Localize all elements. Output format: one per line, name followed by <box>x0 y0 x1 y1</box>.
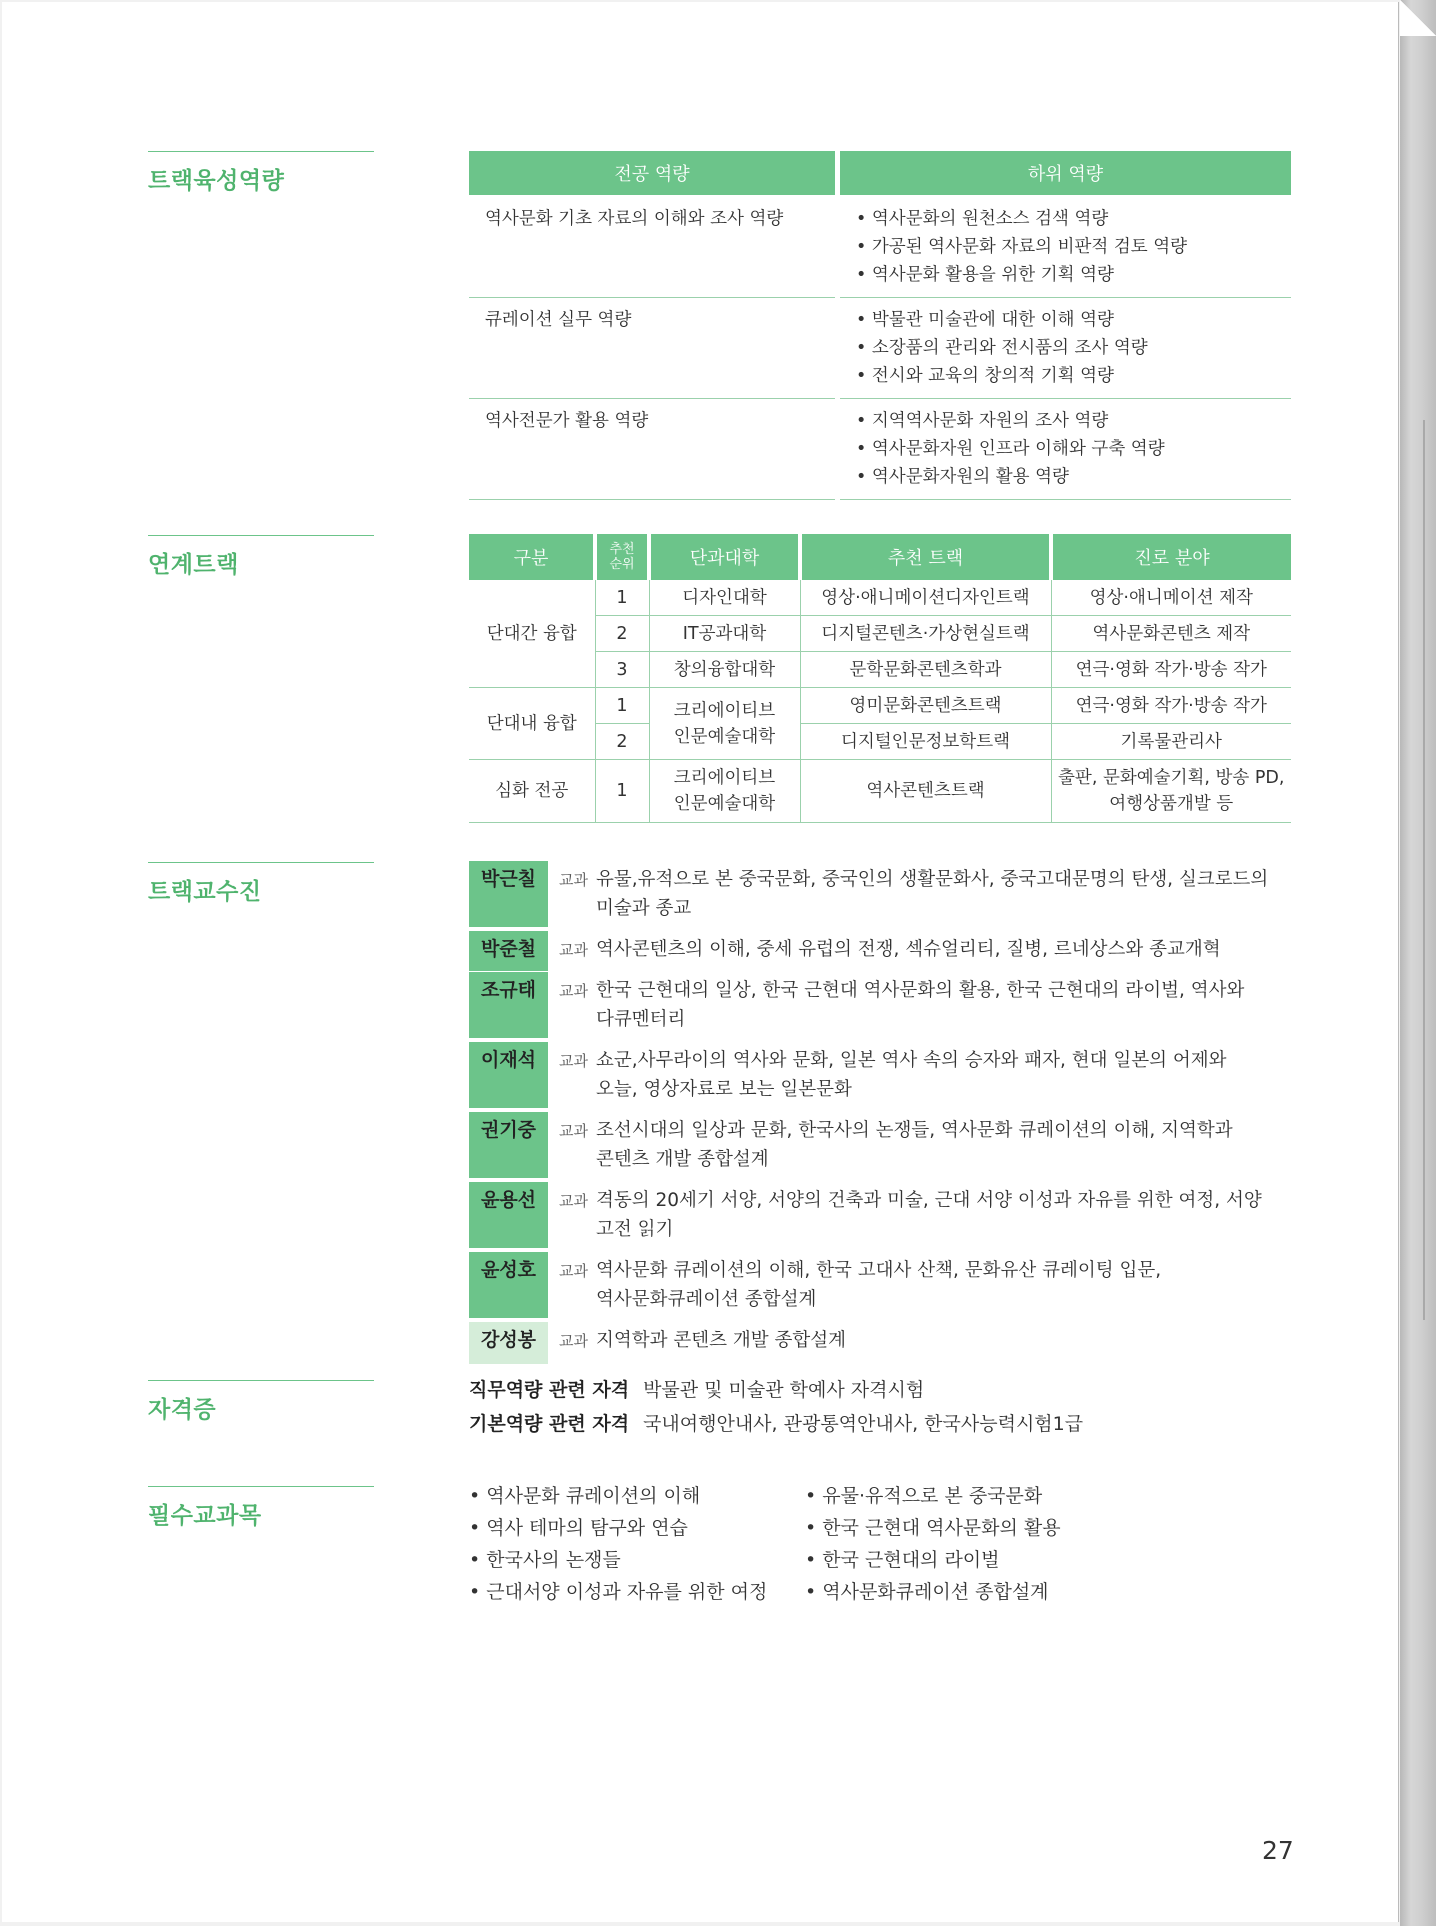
certificate-list <box>469 1373 1083 1441</box>
course-line: 역사문화큐레이션 종합설계 <box>596 1289 817 1310</box>
table-row <box>469 688 1291 724</box>
major-competency: 큐레이션 실무 역량 <box>469 298 838 399</box>
rank-cell: 3 <box>595 652 649 688</box>
header-track: 추천 트랙 <box>800 534 1051 580</box>
course-line: 고전 읽기 <box>596 1219 674 1240</box>
sub-item: • 지역역사문화 자원의 조사 역량 <box>856 411 1109 431</box>
sub-item: • 전시와 교육의 창의적 기획 역량 <box>856 366 1114 386</box>
rank-cell: 1 <box>595 760 649 823</box>
faculty-tag: 교과 <box>559 1262 588 1280</box>
header-rank-line1: 추천 <box>609 542 635 557</box>
faculty-name: 박준철 <box>469 931 548 971</box>
table-header-row <box>469 534 1291 580</box>
track-cell: 영미문화콘텐츠트랙 <box>800 688 1051 724</box>
career-cell: 역사문화콘텐츠 제작 <box>1051 616 1291 652</box>
section-label-competency: 트랙육성역량 <box>148 151 374 195</box>
table-row <box>469 399 1291 500</box>
career-cell: 연극·영화 작가·방송 작가 <box>1051 652 1291 688</box>
sub-competencies <box>838 195 1292 298</box>
faculty-courses <box>596 931 1221 972</box>
course-line: 한국 근현대의 일상, 한국 근현대 역사문화의 활용, 한국 근현대의 라이벌, 역사와 <box>596 980 1245 1001</box>
track-cell: 역사콘텐츠트랙 <box>800 760 1051 823</box>
section-label-linked: 연계트랙 <box>148 535 374 579</box>
category-cell: 단대간 융합 <box>469 580 595 688</box>
competency-table <box>469 151 1291 500</box>
linked-track-table <box>469 534 1291 823</box>
list-item: • 역사문화큐레이션 종합설계 <box>805 1576 1061 1608</box>
rank-cell: 2 <box>595 724 649 760</box>
certificate-value: 국내여행안내사, 관광통역안내사, 한국사능력시험1급 <box>643 1413 1084 1435</box>
list-item: • 한국 근현대의 라이벌 <box>805 1544 1061 1576</box>
list-item: • 유물·유적으로 본 중국문화 <box>805 1480 1061 1512</box>
certificate-label: 직무역량 관련 자격 <box>469 1379 630 1401</box>
faculty-row <box>469 1252 1309 1322</box>
college-line2: 인문예술대학 <box>673 726 776 747</box>
sub-item: • 가공된 역사문화 자료의 비판적 검토 역량 <box>856 237 1188 257</box>
course-line: 콘텐츠 개발 종합설계 <box>596 1149 769 1170</box>
track-cell: 디지털콘텐츠·가상현실트랙 <box>800 616 1051 652</box>
section-label-faculty: 트랙교수진 <box>148 862 374 906</box>
category-cell: 심화 전공 <box>469 760 595 823</box>
category-cell: 단대내 융합 <box>469 688 595 760</box>
faculty-courses <box>596 1112 1233 1182</box>
required-courses-left <box>469 1480 767 1608</box>
course-line: 유물,유적으로 본 중국문화, 중국인의 생활문화사, 중국고대문명의 탄생, 실크로드의 <box>596 869 1269 890</box>
faculty-tag: 교과 <box>559 1332 588 1350</box>
college-cell: IT공과대학 <box>649 616 800 652</box>
college-cell <box>649 688 800 760</box>
career-cell: 영상·애니메이션 제작 <box>1051 580 1291 616</box>
header-rank-line2: 순위 <box>609 557 635 572</box>
college-line2: 인문예술대학 <box>673 794 776 814</box>
faculty-tag: 교과 <box>559 1052 588 1070</box>
page-edge-line <box>1423 420 1425 1320</box>
course-line: 오늘, 영상자료로 보는 일본문화 <box>596 1079 852 1100</box>
header-college: 단과대학 <box>649 534 800 580</box>
course-line: 미술과 종교 <box>596 898 692 919</box>
list-item: • 한국사의 논쟁들 <box>469 1544 767 1576</box>
track-cell: 디지털인문정보학트랙 <box>800 724 1051 760</box>
faculty-row <box>469 972 1309 1042</box>
faculty-name: 윤용선 <box>469 1182 548 1248</box>
course-line: 다큐멘터리 <box>596 1009 686 1030</box>
course-line: 역사콘텐츠의 이해, 중세 유럽의 전쟁, 섹슈얼리티, 질병, 르네상스와 종교개혁 <box>596 939 1221 960</box>
career-cell <box>1051 760 1291 823</box>
list-item: • 역사 테마의 탐구와 연습 <box>469 1512 767 1544</box>
track-cell: 문학문화콘텐츠학과 <box>800 652 1051 688</box>
header-career: 진로 분야 <box>1051 534 1291 580</box>
table-row <box>469 298 1291 399</box>
college-cell: 디자인대학 <box>649 580 800 616</box>
faculty-list <box>469 861 1309 1364</box>
sub-competencies <box>838 399 1292 500</box>
faculty-name: 권기중 <box>469 1112 548 1178</box>
sub-item: • 역사문화 활용을 위한 기획 역량 <box>856 265 1114 285</box>
career-cell: 기록물관리사 <box>1051 724 1291 760</box>
header-rank <box>595 534 649 580</box>
faculty-courses <box>596 861 1268 931</box>
sub-item: • 역사문화의 원천소스 검색 역량 <box>856 209 1109 229</box>
certificate-row <box>469 1407 1083 1441</box>
header-category: 구분 <box>469 534 595 580</box>
faculty-name: 조규태 <box>469 972 548 1038</box>
page-number: 27 <box>1262 1836 1294 1865</box>
faculty-tag: 교과 <box>559 871 588 889</box>
faculty-courses <box>596 1042 1226 1112</box>
course-line: 지역학과 콘텐츠 개발 종합설계 <box>596 1330 846 1351</box>
faculty-tag: 교과 <box>559 941 588 959</box>
faculty-courses <box>596 1322 846 1363</box>
faculty-courses <box>596 1252 1161 1322</box>
faculty-name: 강성봉 <box>469 1322 548 1364</box>
rank-cell: 1 <box>595 688 649 724</box>
page-edge <box>1400 0 1436 1926</box>
sub-item: • 박물관 미술관에 대한 이해 역량 <box>856 310 1114 330</box>
header-sub: 하위 역량 <box>838 151 1292 195</box>
faculty-row <box>469 931 1309 972</box>
college-line1: 크리에이티브 <box>673 700 776 721</box>
career-line2: 여행상품개발 등 <box>1109 794 1234 814</box>
list-item: • 근대서양 이성과 자유를 위한 여정 <box>469 1576 767 1608</box>
faculty-name: 이재석 <box>469 1042 548 1108</box>
table-row <box>469 580 1291 616</box>
course-line: 격동의 20세기 서양, 서양의 건축과 미술, 근대 서양 이성과 자유를 위한 여정, 서양 <box>596 1190 1262 1211</box>
course-line: 조선시대의 일상과 문화, 한국사의 논쟁들, 역사문화 큐레이션의 이해, 지역학과 <box>596 1120 1233 1141</box>
college-cell <box>649 760 800 823</box>
faculty-courses <box>596 1182 1262 1252</box>
course-line: 역사문화 큐레이션의 이해, 한국 고대사 산책, 문화유산 큐레이팅 입문, <box>596 1260 1162 1281</box>
course-line: 쇼군,사무라이의 역사와 문화, 일본 역사 속의 승자와 패자, 현대 일본의 어제와 <box>596 1050 1227 1071</box>
header-major: 전공 역량 <box>469 151 838 195</box>
sub-competencies <box>838 298 1292 399</box>
table-header-row <box>469 151 1291 195</box>
faculty-row <box>469 1042 1309 1112</box>
major-competency: 역사문화 기초 자료의 이해와 조사 역량 <box>469 195 838 298</box>
track-cell: 영상·애니메이션디자인트랙 <box>800 580 1051 616</box>
faculty-row <box>469 1112 1309 1182</box>
faculty-tag: 교과 <box>559 1122 588 1140</box>
faculty-courses <box>596 972 1244 1042</box>
faculty-row <box>469 1322 1309 1364</box>
rank-cell: 1 <box>595 580 649 616</box>
sub-item: • 역사문화자원의 활용 역량 <box>856 467 1069 487</box>
faculty-name: 박근칠 <box>469 861 548 927</box>
faculty-name: 윤성호 <box>469 1252 548 1318</box>
sub-item: • 소장품의 관리와 전시품의 조사 역량 <box>856 338 1148 358</box>
list-item: • 한국 근현대 역사문화의 활용 <box>805 1512 1061 1544</box>
section-label-certificate: 자격증 <box>148 1380 374 1424</box>
career-cell: 연극·영화 작가·방송 작가 <box>1051 688 1291 724</box>
college-cell: 창의융합대학 <box>649 652 800 688</box>
table-row <box>469 760 1291 823</box>
rank-cell: 2 <box>595 616 649 652</box>
required-courses-right <box>805 1480 1061 1608</box>
list-item: • 역사문화 큐레이션의 이해 <box>469 1480 767 1512</box>
certificate-label: 기본역량 관련 자격 <box>469 1413 630 1435</box>
certificate-value: 박물관 및 미술관 학예사 자격시험 <box>643 1379 925 1401</box>
certificate-row <box>469 1373 1083 1407</box>
faculty-row <box>469 861 1309 931</box>
major-competency: 역사전문가 활용 역량 <box>469 399 838 500</box>
career-line1: 출판, 문화예술기획, 방송 PD, <box>1058 768 1285 788</box>
faculty-tag: 교과 <box>559 1192 588 1210</box>
section-label-required: 필수교과목 <box>148 1486 374 1530</box>
college-line1: 크리에이티브 <box>673 768 776 788</box>
faculty-row <box>469 1182 1309 1252</box>
table-row <box>469 195 1291 298</box>
faculty-tag: 교과 <box>559 982 588 1000</box>
sub-item: • 역사문화자원 인프라 이해와 구축 역량 <box>856 439 1165 459</box>
